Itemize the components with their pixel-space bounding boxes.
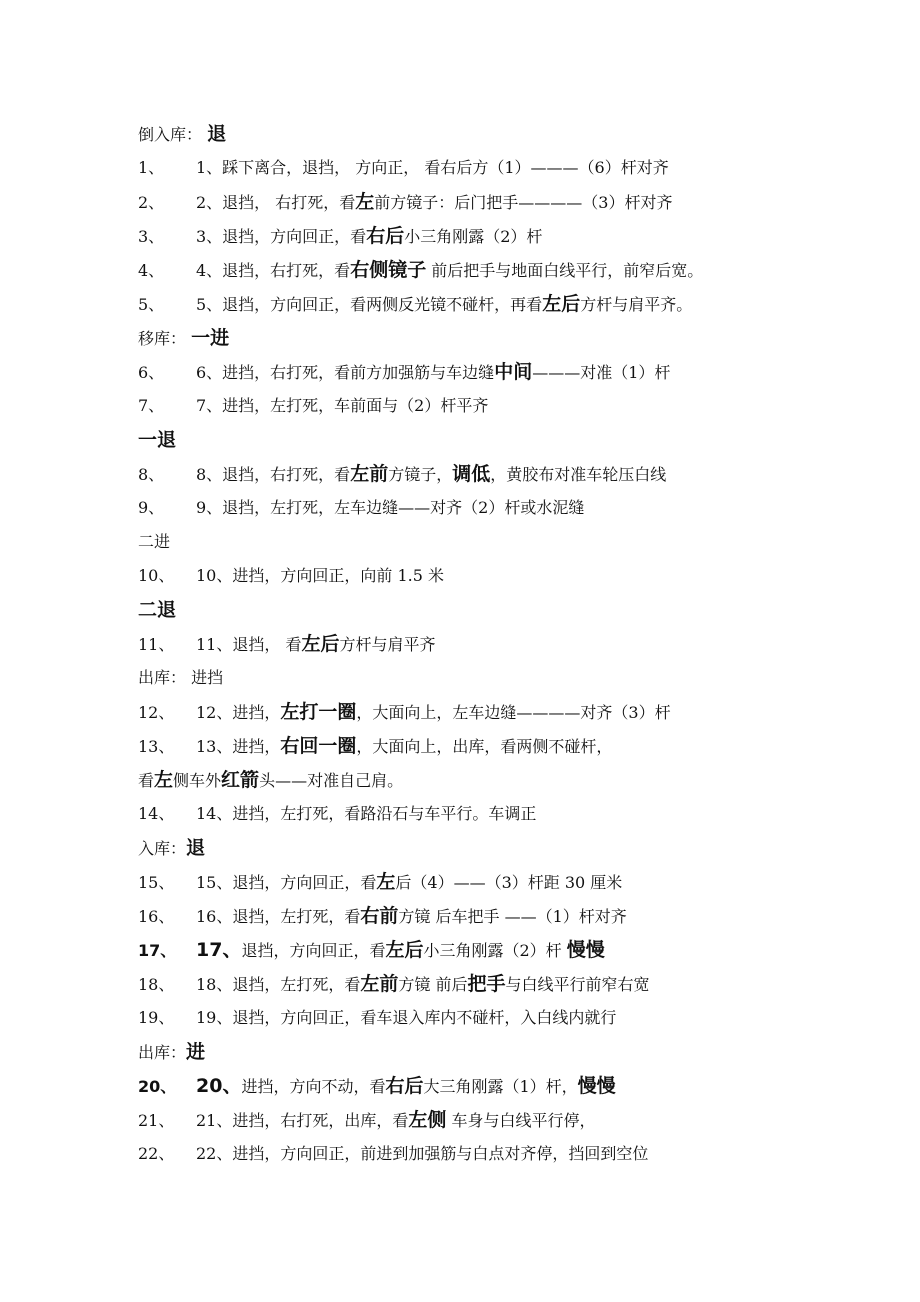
text-segment: 3、退挡，方向回正，看 [196,227,367,246]
step-line [138,899,898,933]
step-number: 13、 [138,737,175,756]
text-segment: 二进 [138,532,171,551]
step-line [138,219,898,253]
emphasis-text: 右侧镜子 [350,259,427,281]
text-segment: 出库： [138,1043,187,1062]
text-segment: 7、进挡，左打死，车前面与（2）杆平齐 [196,396,489,415]
text-segment: 6、进挡，右打死，看前方加强筋与车边缝 [196,363,495,382]
emphasis-text: 20、 [196,1075,242,1097]
text-segment: 12、进挡， [196,703,281,722]
emphasis-text: 进 [186,1041,206,1063]
text-segment: 5、退挡，方向回正，看两侧反光镜不碰杆，再看 [196,295,543,314]
text-segment: 8、退挡，右打死，看 [196,465,351,484]
text-segment: 19、退挡，方向回正，看车退入库内不碰杆，入白线内就行 [196,1008,617,1027]
text-segment: 方杆与肩平齐 [339,635,436,654]
emphasis-text: 右回一圈 [280,735,357,757]
emphasis-text: 慢慢 [566,939,605,961]
emphasis-text: 左打一圈 [280,701,357,723]
step-line [138,151,898,185]
step-number: 16、 [138,907,175,926]
text-segment: 14、进挡，左打死，看路沿石与车平行。车调正 [196,804,537,823]
section-heading [138,661,898,695]
text-segment: 看 [138,771,155,790]
emphasis-text: 左后 [301,633,340,655]
section-heading [138,423,898,457]
emphasis-text: 退 [207,123,227,145]
text-segment: 前方镜子：后门把手————（3）杆对齐 [374,193,673,212]
emphasis-text: 左 [154,769,174,791]
step-number: 17、 [138,941,177,960]
step-number: 6、 [138,363,165,382]
step-number: 20、 [138,1077,177,1096]
emphasis-text: 右后 [366,225,405,247]
step-number: 14、 [138,804,175,823]
text-segment: ，黄胶布对准车轮压白线 [490,465,667,484]
emphasis-text: 左前 [350,463,389,485]
text-segment: 进挡，方向不动，看 [241,1077,386,1096]
section-heading [138,1035,898,1069]
section-heading [138,593,898,627]
step-line [138,1137,898,1171]
text-segment: 16、退挡，左打死，看 [196,907,361,926]
emphasis-text: 17、 [196,939,242,961]
step-number: 10、 [138,566,175,585]
step-line [138,457,898,491]
step-line [138,185,898,219]
text-segment: ，大面向上，左车边缝————对齐（3）杆 [356,703,671,722]
emphasis-text: 调低 [452,463,491,485]
text-segment: 退挡，方向回正，看 [241,941,386,960]
step-line [138,797,898,831]
step-line [138,865,898,899]
step-number: 12、 [138,703,175,722]
step-line [138,1001,898,1035]
step-line [138,933,898,967]
step-line [138,967,898,1001]
step-line [138,491,898,525]
emphasis-text: 左后 [542,293,581,315]
step-line [138,695,898,729]
text-segment: ———对准（1）杆 [532,363,671,382]
text-segment: 9、退挡，左打死，左车边缝——对齐（2）杆或水泥缝 [196,498,585,517]
step-number: 3、 [138,227,165,246]
text-segment: 15、退挡，方向回正，看 [196,873,377,892]
emphasis-text: 中间 [494,361,533,383]
text-segment: 侧车外 [173,771,222,790]
text-segment: 10、进挡，方向回正，向前 1.5 米 [196,566,444,585]
emphasis-text: 左 [376,871,396,893]
step-number: 1、 [138,158,165,177]
emphasis-text: 慢慢 [577,1075,616,1097]
step-number: 5、 [138,295,165,314]
text-segment: 移库： [138,329,192,348]
step-number: 8、 [138,465,165,484]
step-line [138,1103,898,1137]
step-line [138,627,898,661]
emphasis-text: 把手 [467,973,506,995]
emphasis-text: 二退 [138,599,177,621]
emphasis-text: 左前 [360,973,399,995]
emphasis-text: 一进 [191,327,230,349]
text-segment: 21、进挡，右打死，出库，看 [196,1111,409,1130]
step-line [138,253,898,287]
step-number: 7、 [138,396,165,415]
text-segment: 2、退挡， 右打死，看 [196,193,356,212]
text-segment: 1、踩下离合，退挡， 方向正， 看右后方（1）———（6）杆对齐 [196,158,669,177]
emphasis-text: 左侧 [408,1109,447,1131]
emphasis-text: 右前 [360,905,399,927]
text-segment: ，大面向上，出库，看两侧不碰杆， [356,737,613,756]
text-segment: 方杆与肩平齐。 [580,295,693,314]
step-number: 9、 [138,498,165,517]
section-heading [138,831,898,865]
step-number: 18、 [138,975,175,994]
text-segment: 大三角刚露（1）杆， [423,1077,578,1096]
text-segment: 后（4）——（3）杆距 30 厘米 [395,873,623,892]
text-segment: 22、进挡，方向回正，前进到加强筋与白点对齐停，挡回到空位 [196,1144,649,1163]
text-segment: 13、进挡， [196,737,281,756]
text-segment: 方镜子， [388,465,453,484]
step-number: 2、 [138,193,165,212]
emphasis-text: 红箭 [221,769,260,791]
text-segment: 4、退挡，右打死，看 [196,261,351,280]
step-number: 4、 [138,261,165,280]
step-number: 19、 [138,1008,175,1027]
step-number: 15、 [138,873,175,892]
emphasis-text: 右后 [385,1075,424,1097]
text-segment: 小三角刚露（2）杆 [404,227,543,246]
text-segment: 倒入库： [138,125,208,144]
text-segment: 入库： [138,839,187,858]
step-number: 11、 [138,635,175,654]
emphasis-text: 左 [355,191,375,213]
step-line [138,1069,898,1103]
text-segment: 11、退挡， 看 [196,635,302,654]
step-number: 22、 [138,1144,175,1163]
section-heading [138,117,898,151]
step-line [138,287,898,321]
text-segment: 方镜 后车把手 ——（1）杆对齐 [398,907,627,926]
step-continuation [138,763,898,797]
document-body [138,117,898,1171]
step-line [138,729,898,763]
text-segment: 与白线平行前窄右宽 [505,975,650,994]
text-segment: 车身与白线平行停， [446,1111,596,1130]
text-segment: 出库： 进挡 [138,668,224,687]
emphasis-text: 一退 [138,429,177,451]
text-segment: 前后把手与地面白线平行，前窄后宽。 [426,261,704,280]
emphasis-text: 左后 [385,939,424,961]
section-heading [138,321,898,355]
step-number: 21、 [138,1111,175,1130]
emphasis-text: 退 [186,837,206,859]
step-line [138,355,898,389]
step-line [138,389,898,423]
text-segment: 18、退挡，左打死，看 [196,975,361,994]
text-segment: 头——对准自己肩。 [259,771,404,790]
text-segment: 小三角刚露（2）杆 [423,941,567,960]
section-heading [138,525,898,559]
step-line [138,559,898,593]
text-segment: 方镜 前后 [398,975,468,994]
